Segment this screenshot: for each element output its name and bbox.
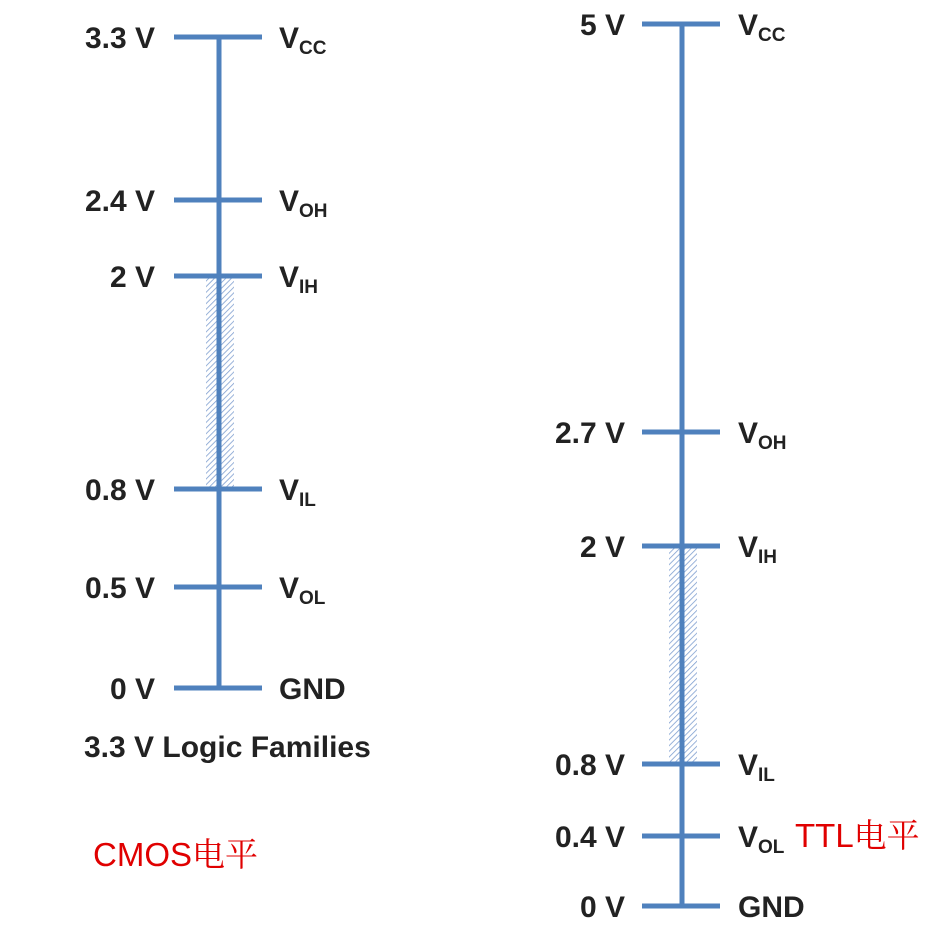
- cmos-voltage-vol: 0.5 V: [84, 572, 155, 605]
- ttl-signal-gnd: GND: [738, 891, 805, 924]
- ttl-voltage-vcc: 5 V: [579, 9, 625, 42]
- cmos-caption: 3.3 V Logic Families: [84, 731, 371, 764]
- ttl-signal-vih: $V_{IH}$: [738, 531, 778, 568]
- cmos-signal-vih: $V_{IH}$: [279, 261, 319, 298]
- cmos-voltage-vil: 0.8 V: [84, 474, 155, 507]
- ttl-signal-vol: $V_{OL}$: [738, 821, 785, 858]
- ttl-name-label: TTL电平: [795, 817, 920, 854]
- cmos-voltage-voh: 2.4 V: [84, 185, 155, 218]
- cmos-voltage-gnd: 0 V: [109, 673, 155, 706]
- ttl-diagram: [555, 9, 920, 924]
- ttl-voltage-vil: 0.8 V: [554, 749, 625, 782]
- ttl-voltage-voh: 2.7 V: [554, 417, 625, 450]
- cmos-signal-vcc: $V_{CC}$: [279, 22, 327, 59]
- ttl-signal-voh: $V_{OH}$: [738, 417, 787, 454]
- ttl-signal-vil: $V_{IL}$: [738, 749, 775, 786]
- cmos-signal-gnd: GND: [279, 673, 346, 706]
- cmos-voltage-vcc: 3.3 V: [84, 22, 155, 55]
- ttl-voltage-gnd: 0 V: [579, 891, 625, 924]
- ttl-voltage-vol: 0.4 V: [554, 821, 625, 854]
- ttl-signal-vcc: $V_{CC}$: [738, 9, 786, 46]
- cmos-signal-vol: $V_{OL}$: [279, 572, 326, 609]
- cmos-diagram: [84, 22, 371, 873]
- cmos-voltage-vih: 2 V: [109, 261, 155, 294]
- cmos-name-label: CMOS电平: [93, 836, 258, 873]
- cmos-signal-vil: $V_{IL}$: [279, 474, 316, 511]
- ttl-voltage-vih: 2 V: [579, 531, 625, 564]
- cmos-signal-voh: $V_{OH}$: [279, 185, 328, 222]
